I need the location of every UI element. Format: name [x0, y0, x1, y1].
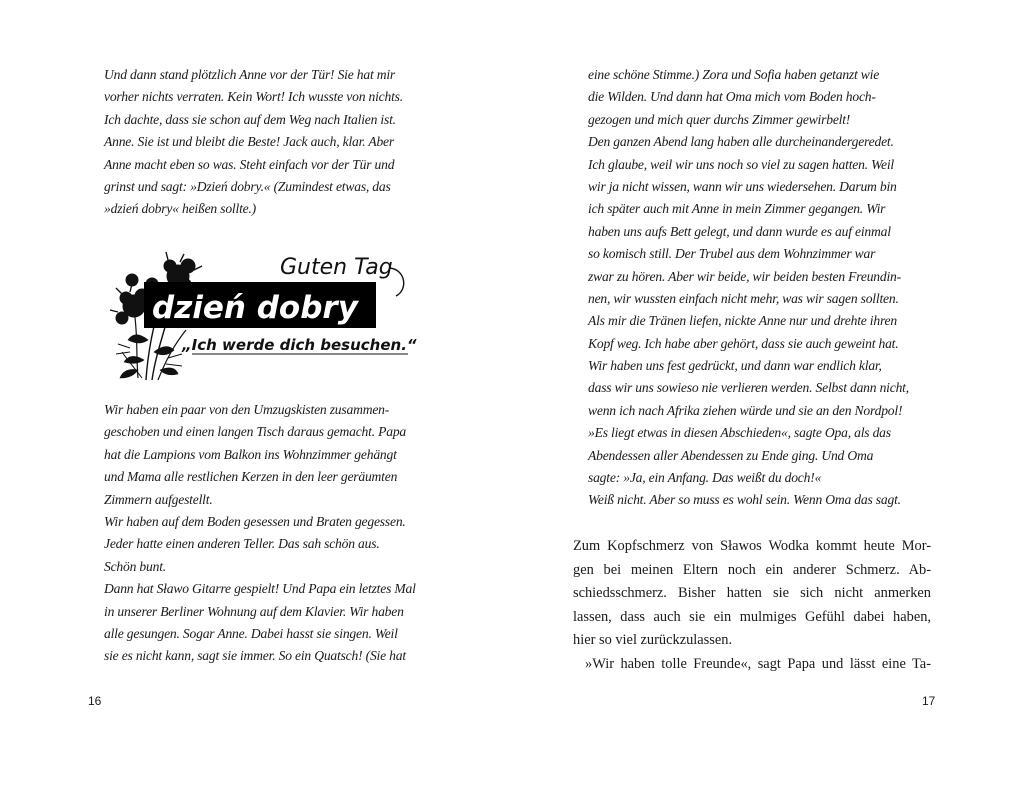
body-line: »Wir haben tolle Freunde«, sagt Papa und lässt eine Ta- — [585, 655, 931, 672]
greeting-illustration — [108, 240, 438, 385]
diary-line: Und dann stand plötzlich Anne vor der Tür! Sie hat mir — [104, 67, 396, 82]
diary-line: Wir haben auf dem Boden gesessen und Braten gegessen. — [104, 513, 406, 529]
body-line: hier so viel zurückzulassen. — [573, 632, 733, 648]
diary-line: wir ja nicht wissen, wann wir uns wiedersehen. Darum bin — [588, 178, 897, 194]
diary-line: Abendessen aller Abendessen zu Ende ging. Und Oma — [588, 447, 874, 463]
diary-line: Zimmern aufgestellt. — [104, 491, 213, 507]
diary-line: Weiß nicht. Aber so muss es wohl sein. Wenn Oma das sagt. — [588, 492, 901, 508]
body-line: Zum Kopfschmerz von Sławos Wodka kommt heute Mor- — [573, 538, 931, 554]
handwritten-quote: „Ich werde dich besuchen.“ — [182, 336, 417, 354]
diary-line: Anne. Sie ist und bleibt die Beste! Jack auch, klar. Aber — [104, 134, 394, 150]
diary-line: grinst und sagt: »Dzień dobry.« (Zumindest etwas, das — [104, 178, 391, 194]
diary-line: Anne macht eben so was. Steht einfach vor der Tür und — [104, 156, 395, 172]
diary-line: Als mir die Tränen liefen, nickte Anne nur und drehte ihren — [588, 313, 897, 329]
diary-line: ich später auch mit Anne in mein Zimmer gegangen. Wir — [588, 201, 886, 217]
diary-line: Wir haben ein paar von den Umzugskisten zusammen- — [104, 402, 390, 417]
diary-line: Wir haben uns fest gedrückt, und dann war endlich klar, — [588, 358, 882, 374]
diary-line: Kopf weg. Ich habe aber gehört, dass sie auch geweint hat. — [588, 335, 899, 351]
diary-line: Schön bunt. — [104, 558, 166, 574]
diary-line: nen, wir wussten einfach nicht mehr, was wir sagen sollten. — [588, 290, 899, 306]
diary-line: hat die Lampions vom Balkon ins Wohnzimmer gehängt — [104, 446, 397, 462]
diary-line: Ich glaube, weil wir uns noch so viel zu sagen hatten. Weil — [588, 156, 894, 172]
diary-line: haben uns aufs Bett gelegt, und dann wurde es auf einmal — [588, 223, 891, 239]
body-paragraph — [573, 535, 931, 676]
page-number: 16 — [88, 694, 102, 708]
diary-line: wenn ich nach Afrika ziehen würde und sie an den Nordpol! — [588, 402, 903, 418]
diary-line: »Es liegt etwas in diesen Abschieden«, sagte Opa, als das — [588, 425, 891, 441]
translation-text: Guten Tag — [280, 255, 393, 280]
diary-entry-bottom — [104, 399, 416, 668]
diary-line: eine schöne Stimme.) Zora und Sofia haben getanzt wie — [588, 67, 880, 82]
diary-line: so komisch still. Der Trubel aus dem Wohnzimmer war — [588, 246, 876, 262]
diary-line: sagte: »Ja, ein Anfang. Das weißt du doch!« — [588, 470, 822, 486]
polish-greeting: dzień dobry — [152, 290, 358, 326]
diary-line: sie es nicht kann, sagt sie immer. So ein Quatsch! (Sie hat — [104, 648, 406, 664]
diary-line: gezogen und mich quer durchs Zimmer gewirbelt! — [588, 111, 851, 127]
diary-line: Den ganzen Abend lang haben alle durcheinandergeredet. — [588, 134, 894, 150]
diary-line: alle gesungen. Sogar Anne. Dabei hasst sie singen. Weil — [104, 625, 398, 641]
diary-line: Ich dachte, dass sie schon auf dem Weg nach Italien ist. — [104, 111, 396, 127]
diary-line: die Wilden. Und dann hat Oma mich vom Boden hoch- — [588, 89, 876, 105]
diary-line: »dzień dobry« heißen sollte.) — [104, 201, 257, 217]
body-line: gen bei meinen Eltern noch ein anderer Schmerz. Ab- — [573, 561, 931, 578]
diary-line: in unserer Berliner Wohnung auf dem Klavier. Wir haben — [104, 603, 404, 619]
diary-line: und Mama alle restlichen Kerzen in den leer geräumten — [104, 469, 398, 485]
diary-line: vorher nichts verraten. Kein Wort! Ich wusste von nichts. — [104, 89, 403, 105]
page-number: 17 — [922, 694, 936, 708]
diary-line: dass wir uns sowieso nie verlieren werden. Selbst dann nicht, — [588, 380, 909, 396]
right-page — [510, 0, 1020, 798]
body-line: lassen, dass auch sie ein mulmiges Gefühl dabei haben, — [573, 608, 931, 625]
diary-entry-top — [104, 64, 403, 221]
diary-line: zwar zu hören. Aber wir beide, wir beiden besten Freundin- — [588, 268, 901, 284]
body-line: schiedsschmerz. Bisher hatten sie sich nicht anmerken — [573, 585, 931, 601]
diary-entry — [588, 64, 909, 512]
diary-line: Dann hat Sławo Gitarre gespielt! Und Papa ein letztes Mal — [104, 581, 416, 597]
diary-line: geschoben und einen langen Tisch daraus gemacht. Papa — [104, 424, 407, 440]
diary-line: Jeder hatte einen anderen Teller. Das sah schön aus. — [104, 536, 380, 552]
